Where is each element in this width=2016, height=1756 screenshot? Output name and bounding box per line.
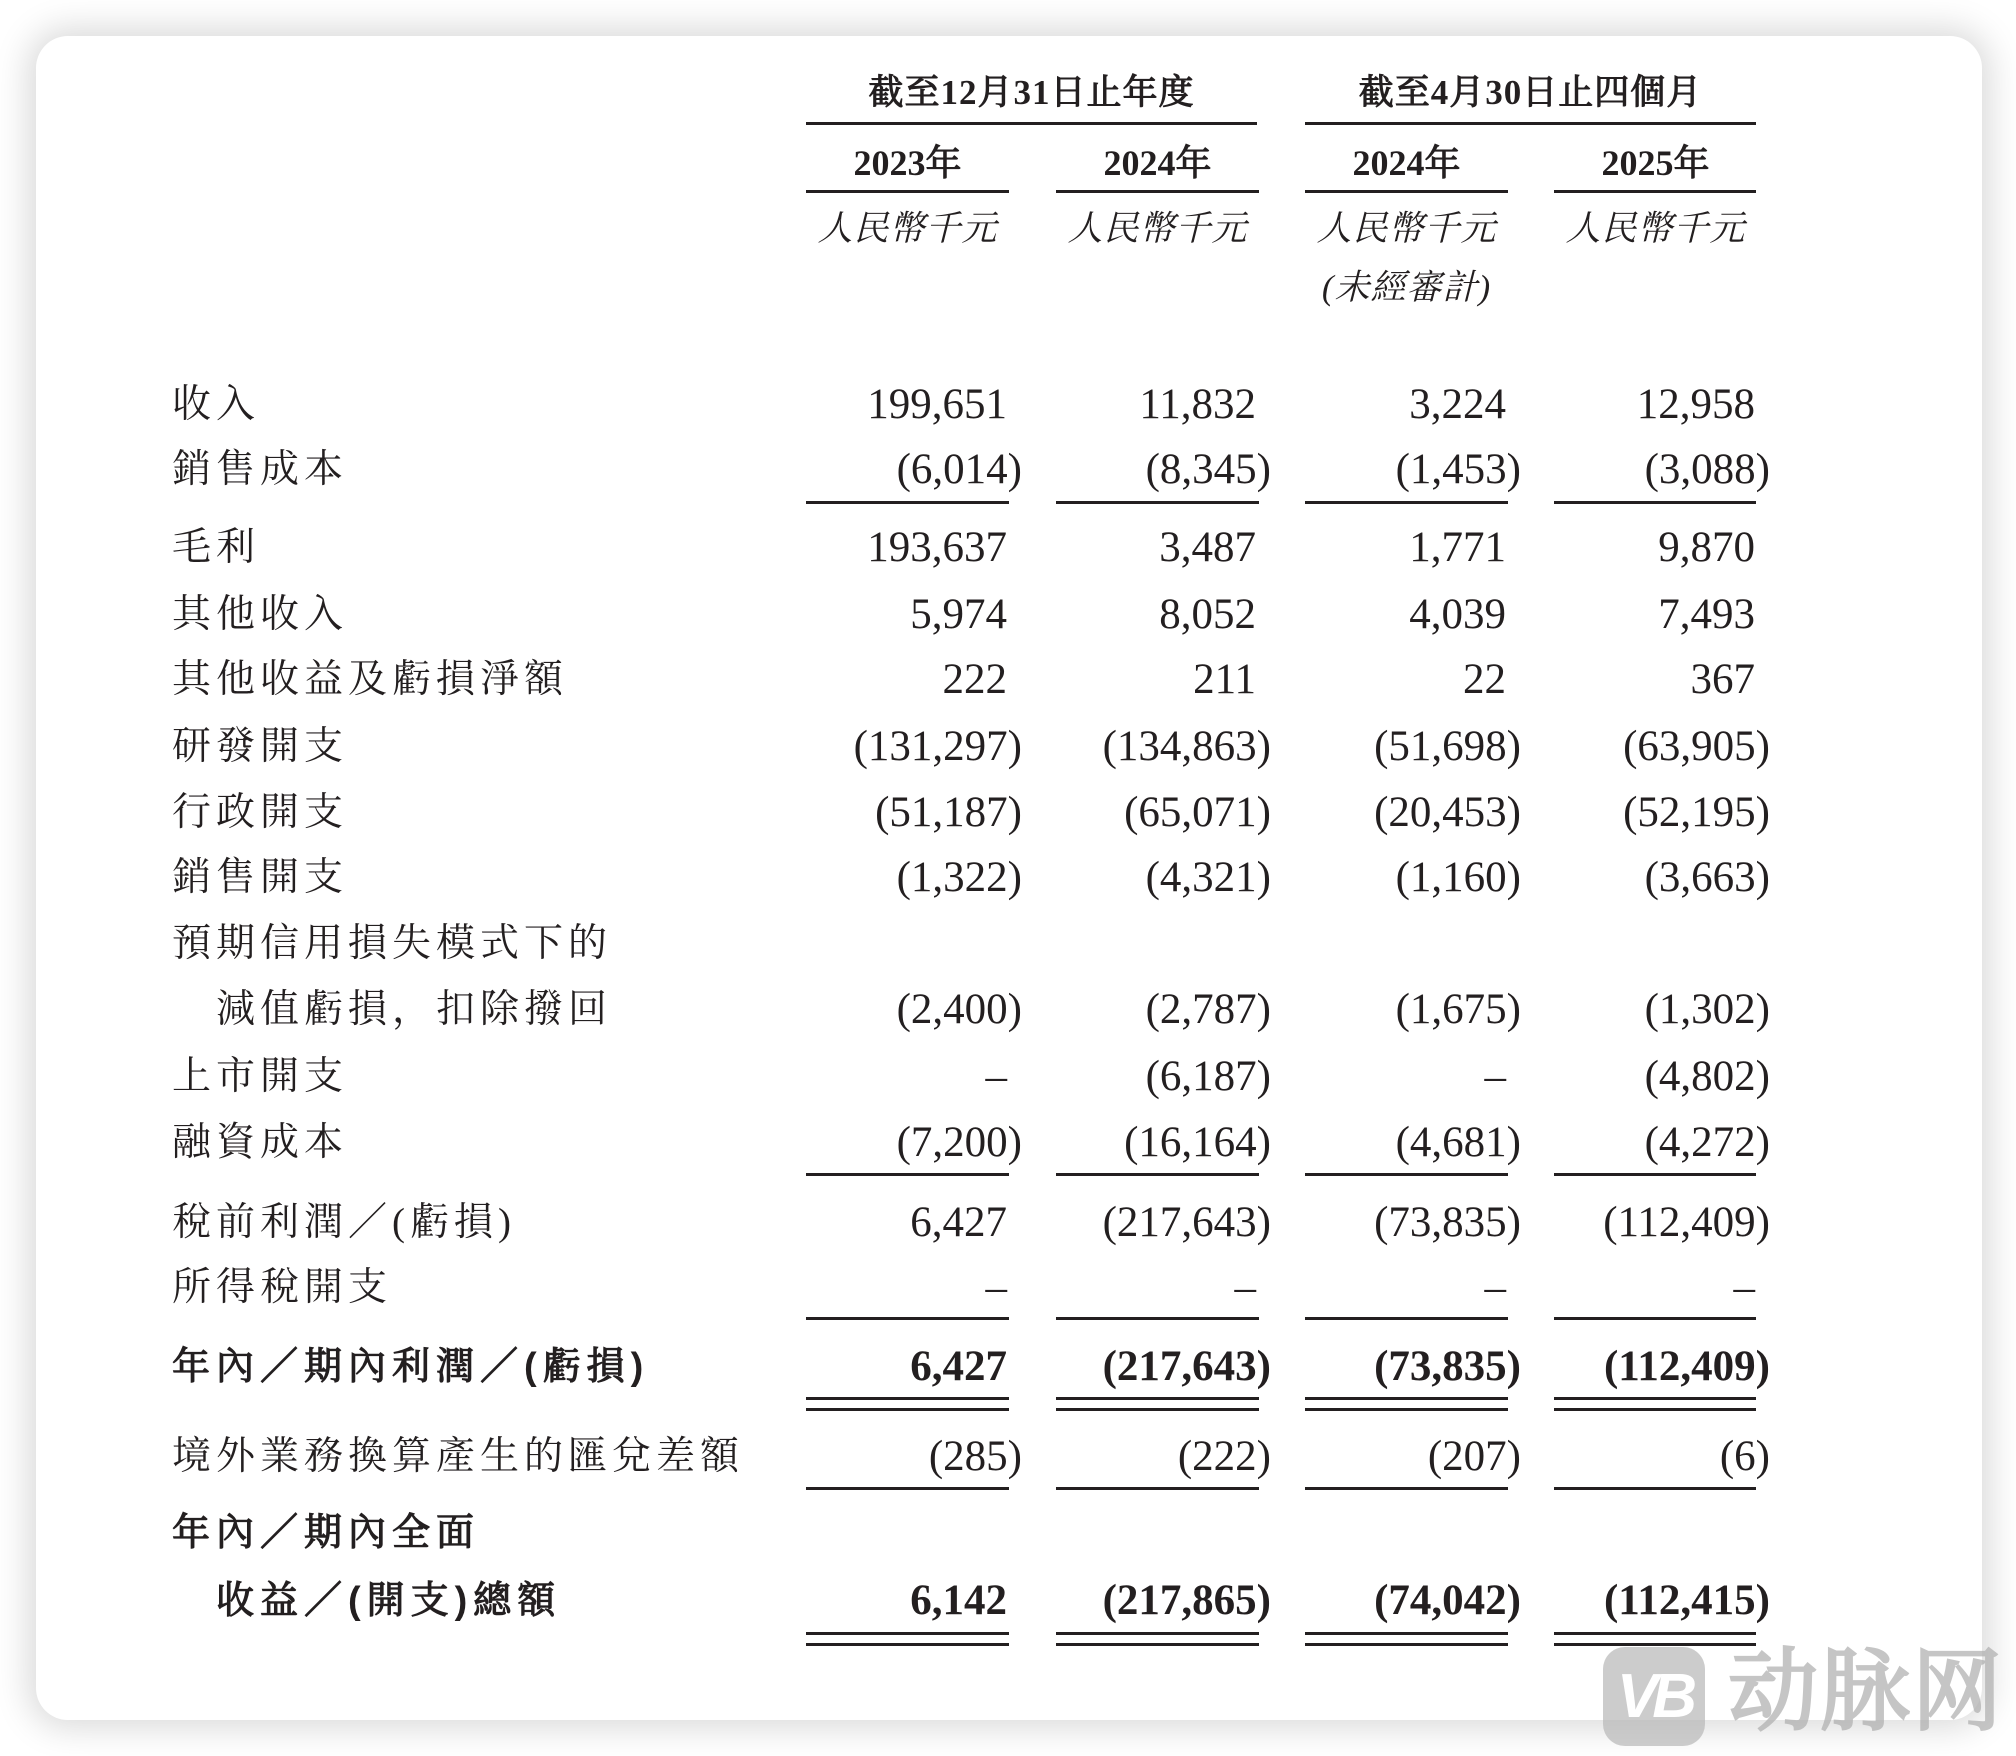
cell-value: 5,974 bbox=[910, 591, 1007, 638]
total-double-underline bbox=[1554, 1632, 1756, 1635]
cell-value: (1,322) bbox=[896, 854, 1022, 901]
cell-value: (73,835) bbox=[1374, 1343, 1521, 1390]
unaudited-note: (未經審計) bbox=[1321, 268, 1492, 307]
subtotal-underline bbox=[1305, 1317, 1508, 1320]
cell-value: (20,453) bbox=[1374, 789, 1521, 836]
subtotal-underline bbox=[806, 1487, 1009, 1490]
total-double-underline bbox=[1305, 1408, 1508, 1411]
watermark-logo-icon: VB bbox=[1603, 1647, 1705, 1746]
cell-value: 7,493 bbox=[1658, 591, 1755, 638]
year-underline bbox=[806, 190, 1009, 193]
subtotal-underline bbox=[806, 501, 1009, 504]
cell-value: (131,297) bbox=[853, 723, 1022, 770]
table-row-exchange-differences bbox=[0, 1427, 2016, 1487]
cell-value: 1,771 bbox=[1409, 524, 1506, 571]
cell-value: (63,905) bbox=[1623, 723, 1770, 770]
cell-value: (1,675) bbox=[1395, 986, 1521, 1033]
table-row-gross-profit bbox=[0, 518, 2016, 578]
subtotal-underline bbox=[1305, 1487, 1508, 1490]
table-row-profit-before-tax bbox=[0, 1193, 2016, 1253]
column-unit: 人民幣千元 bbox=[1067, 209, 1248, 248]
cell-value: (8,345) bbox=[1145, 446, 1271, 493]
cell-value: 222 bbox=[942, 656, 1007, 703]
cell-value: 3,224 bbox=[1409, 381, 1506, 428]
row-label: 稅前利潤／(虧損) bbox=[172, 1201, 516, 1244]
cell-value: (217,643) bbox=[1102, 1199, 1271, 1246]
subtotal-underline bbox=[1056, 501, 1259, 504]
cell-value: (112,415) bbox=[1603, 1577, 1770, 1624]
total-double-underline bbox=[1305, 1643, 1508, 1646]
cell-value: (73,835) bbox=[1374, 1199, 1521, 1246]
row-label: 上市開支 bbox=[172, 1055, 349, 1098]
cell-value: – bbox=[1484, 1264, 1506, 1311]
cell-value: (217,865) bbox=[1102, 1577, 1271, 1624]
row-label: 銷售成本 bbox=[172, 448, 349, 491]
year-underline bbox=[1056, 190, 1259, 193]
cell-value: (1,160) bbox=[1395, 854, 1521, 901]
table-row-other-gains-losses bbox=[0, 650, 2016, 710]
cell-value: 367 bbox=[1690, 656, 1755, 703]
column-year-2024: 2024年 bbox=[1103, 143, 1212, 183]
row-label: 毛利 bbox=[172, 526, 261, 569]
table-row-rd-expenses bbox=[0, 717, 2016, 777]
cell-value: 9,870 bbox=[1658, 524, 1755, 571]
row-label: 年內／期內全面 bbox=[172, 1512, 481, 1554]
cell-value: (3,663) bbox=[1644, 854, 1770, 901]
cell-value: (16,164) bbox=[1124, 1119, 1271, 1166]
subtotal-underline bbox=[1056, 1173, 1259, 1176]
cell-value: – bbox=[1234, 1264, 1256, 1311]
table-row-selling-expenses bbox=[0, 848, 2016, 908]
table-row-revenue bbox=[0, 375, 2016, 435]
watermark-text: 动脉网 bbox=[1728, 1639, 2004, 1744]
row-label-continued: 減值虧損，扣除撥回 bbox=[216, 988, 613, 1031]
cell-value: 193,637 bbox=[867, 524, 1007, 571]
cell-value: (285) bbox=[928, 1433, 1022, 1480]
cell-value: (2,400) bbox=[896, 986, 1022, 1033]
cell-value: 12,958 bbox=[1636, 381, 1755, 428]
column-unit: 人民幣千元 bbox=[1316, 209, 1497, 248]
total-double-underline bbox=[1056, 1408, 1259, 1411]
cell-value: (2,787) bbox=[1145, 986, 1271, 1033]
row-label-continued: 收益／(開支)總額 bbox=[216, 1580, 562, 1622]
cell-value: 3,487 bbox=[1159, 524, 1256, 571]
subtotal-underline bbox=[806, 1317, 1009, 1320]
cell-value: 22 bbox=[1463, 656, 1506, 703]
table-row-impairment-losses bbox=[0, 914, 2016, 1040]
cell-value: (7,200) bbox=[896, 1119, 1022, 1166]
total-double-underline bbox=[1554, 1397, 1756, 1400]
cell-value: (112,409) bbox=[1603, 1199, 1770, 1246]
total-double-underline bbox=[1305, 1632, 1508, 1635]
cell-value: 6,427 bbox=[910, 1343, 1007, 1390]
cell-value: (217,643) bbox=[1102, 1343, 1271, 1390]
year-underline bbox=[1554, 190, 1756, 193]
cell-value: (74,042) bbox=[1374, 1577, 1521, 1624]
row-label: 其他收益及虧損淨額 bbox=[172, 658, 569, 701]
total-double-underline bbox=[1554, 1408, 1756, 1411]
row-label: 融資成本 bbox=[172, 1121, 349, 1164]
cell-value: (6,187) bbox=[1145, 1053, 1271, 1100]
total-double-underline bbox=[1056, 1397, 1259, 1400]
row-label: 研發開支 bbox=[172, 725, 349, 768]
cell-value: 6,142 bbox=[910, 1577, 1007, 1624]
subtotal-underline bbox=[1056, 1487, 1259, 1490]
column-unit: 人民幣千元 bbox=[1565, 209, 1746, 248]
cell-value: (4,802) bbox=[1644, 1053, 1770, 1100]
group-underline bbox=[806, 122, 1257, 125]
total-double-underline bbox=[1056, 1632, 1259, 1635]
cell-value: (4,681) bbox=[1395, 1119, 1521, 1166]
group-underline bbox=[1305, 122, 1756, 125]
cell-value: (4,321) bbox=[1145, 854, 1271, 901]
subtotal-underline bbox=[806, 1173, 1009, 1176]
cell-value: 211 bbox=[1193, 656, 1256, 703]
subtotal-underline bbox=[1554, 1173, 1756, 1176]
cell-value: (1,302) bbox=[1644, 986, 1770, 1033]
cell-value: (65,071) bbox=[1124, 789, 1271, 836]
column-year-2024-interim: 2024年 bbox=[1352, 143, 1461, 183]
cell-value: 4,039 bbox=[1409, 591, 1506, 638]
row-label: 所得稅開支 bbox=[172, 1266, 393, 1309]
row-label: 行政開支 bbox=[172, 791, 349, 834]
cell-value: (207) bbox=[1427, 1433, 1521, 1480]
cell-value: (222) bbox=[1177, 1433, 1271, 1480]
total-double-underline bbox=[1305, 1397, 1508, 1400]
cell-value: (3,088) bbox=[1644, 446, 1770, 493]
table-row-finance-costs bbox=[0, 1113, 2016, 1173]
cell-value: (52,195) bbox=[1623, 789, 1770, 836]
table-row-income-tax bbox=[0, 1258, 2016, 1318]
cell-value: – bbox=[985, 1264, 1007, 1311]
cell-value: 8,052 bbox=[1159, 591, 1256, 638]
table-row-cost-of-sales bbox=[0, 440, 2016, 500]
year-underline bbox=[1305, 190, 1508, 193]
cell-value: (51,698) bbox=[1374, 723, 1521, 770]
cell-value: 11,832 bbox=[1139, 381, 1256, 428]
cell-value: – bbox=[1733, 1264, 1755, 1311]
cell-value: 199,651 bbox=[867, 381, 1007, 428]
cell-value: 6,427 bbox=[910, 1199, 1007, 1246]
cell-value: (51,187) bbox=[875, 789, 1022, 836]
row-label: 年內／期內利潤／(虧損) bbox=[172, 1346, 650, 1388]
table-row-total-comprehensive bbox=[0, 1503, 2016, 1631]
row-label: 銷售開支 bbox=[172, 856, 349, 899]
row-label: 境外業務換算產生的匯兌差額 bbox=[172, 1435, 745, 1478]
subtotal-underline bbox=[1554, 1487, 1756, 1490]
cell-value: (112,409) bbox=[1603, 1343, 1770, 1390]
subtotal-underline bbox=[1305, 1173, 1508, 1176]
subtotal-underline bbox=[1305, 501, 1508, 504]
cell-value: – bbox=[985, 1053, 1007, 1100]
table-row-listing-expenses bbox=[0, 1047, 2016, 1107]
cell-value: (134,863) bbox=[1102, 723, 1271, 770]
total-double-underline bbox=[806, 1408, 1009, 1411]
period-header-four-months: 截至4月30日止四個月 bbox=[1358, 73, 1703, 112]
table-row-profit-for-period bbox=[0, 1337, 2016, 1397]
cell-value: (4,272) bbox=[1644, 1119, 1770, 1166]
table-row-admin-expenses bbox=[0, 783, 2016, 843]
total-double-underline bbox=[1554, 1643, 1756, 1646]
total-double-underline bbox=[806, 1643, 1009, 1646]
table-row-other-income bbox=[0, 585, 2016, 645]
total-double-underline bbox=[1056, 1643, 1259, 1646]
cell-value: (1,453) bbox=[1395, 446, 1521, 493]
column-year-2023: 2023年 bbox=[853, 143, 962, 183]
cell-value: (6,014) bbox=[896, 446, 1022, 493]
total-double-underline bbox=[806, 1632, 1009, 1635]
period-header-year-ended: 截至12月31日止年度 bbox=[868, 73, 1195, 112]
column-year-2025-interim: 2025年 bbox=[1601, 143, 1710, 183]
subtotal-underline bbox=[1554, 501, 1756, 504]
row-label: 其他收入 bbox=[172, 593, 349, 636]
column-unit: 人民幣千元 bbox=[817, 209, 998, 248]
subtotal-underline bbox=[1056, 1317, 1259, 1320]
total-double-underline bbox=[806, 1397, 1009, 1400]
row-label: 收入 bbox=[172, 383, 261, 426]
cell-value: (6) bbox=[1719, 1433, 1770, 1480]
cell-value: – bbox=[1484, 1053, 1506, 1100]
subtotal-underline bbox=[1554, 1317, 1756, 1320]
row-label: 預期信用損失模式下的 bbox=[172, 922, 613, 965]
